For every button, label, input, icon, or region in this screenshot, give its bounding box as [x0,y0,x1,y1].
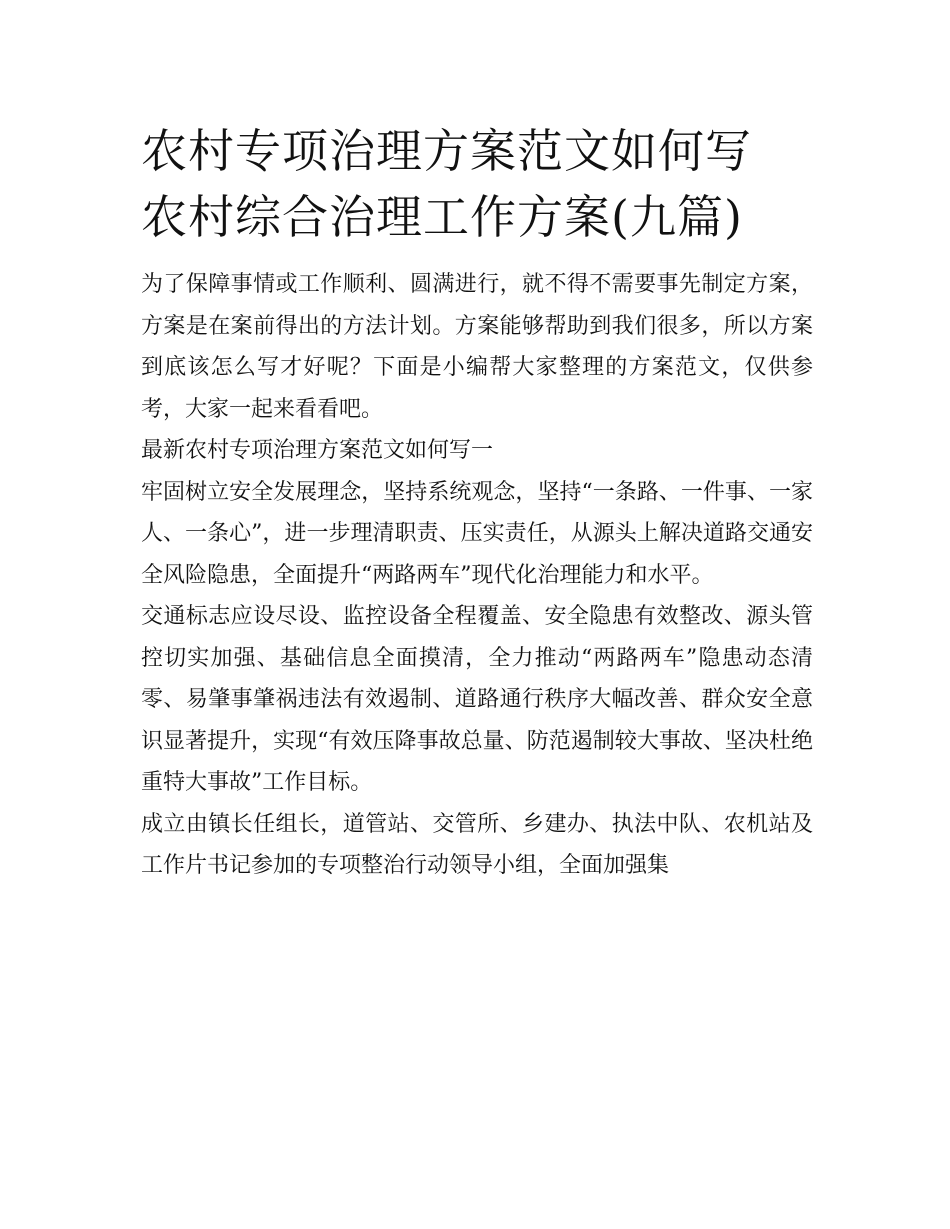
document-title [141,118,813,250]
section-heading: 最新农村专项治理方案范文如何写一 [141,438,494,463]
title-line-2: 农村综合治理工作方案(九篇) [141,190,743,244]
body-paragraph-1: 牢固树立安全发展理念，坚持系统观念，坚持“一条路、一件事、一家人、一条心”，进一步理清职责、压实责任，从源头上解决道路交通安全风险隐患，全面提升“两路两车”现代化治理能力和水平。 [141,479,813,588]
body-paragraph-2: 交通标志应设尽设、监控设备全程覆盖、安全隐患有效整改、源头管控切实加强、基础信息全面摸清，全力推动“两路两车”隐患动态清零、易肇事肇祸违法有效遏制、道路通行秩序大幅改善、群众安全意识显著提升，实现“有效压降事故总量、防范遏制较大事故、坚决杜绝重特大事故”工作目标。 [141,604,813,795]
body-paragraph-3: 成立由镇长任组长，道管站、交管所、乡建办、执法中队、农机站及工作片书记参加的专项整治行动领导小组，全面加强集 [141,811,813,878]
intro-paragraph: 为了保障事情或工作顺利、圆满进行，就不得不需要事先制定方案，方案是在案前得出的方法计划。方案能够帮助到我们很多，所以方案到底该怎么写才好呢？下面是小编帮大家整理的方案范文，仅供参考，大家一起来看看吧。 [141,272,813,422]
document-page [141,118,813,887]
title-line-1: 农村专项治理方案范文如何写 [141,124,752,178]
